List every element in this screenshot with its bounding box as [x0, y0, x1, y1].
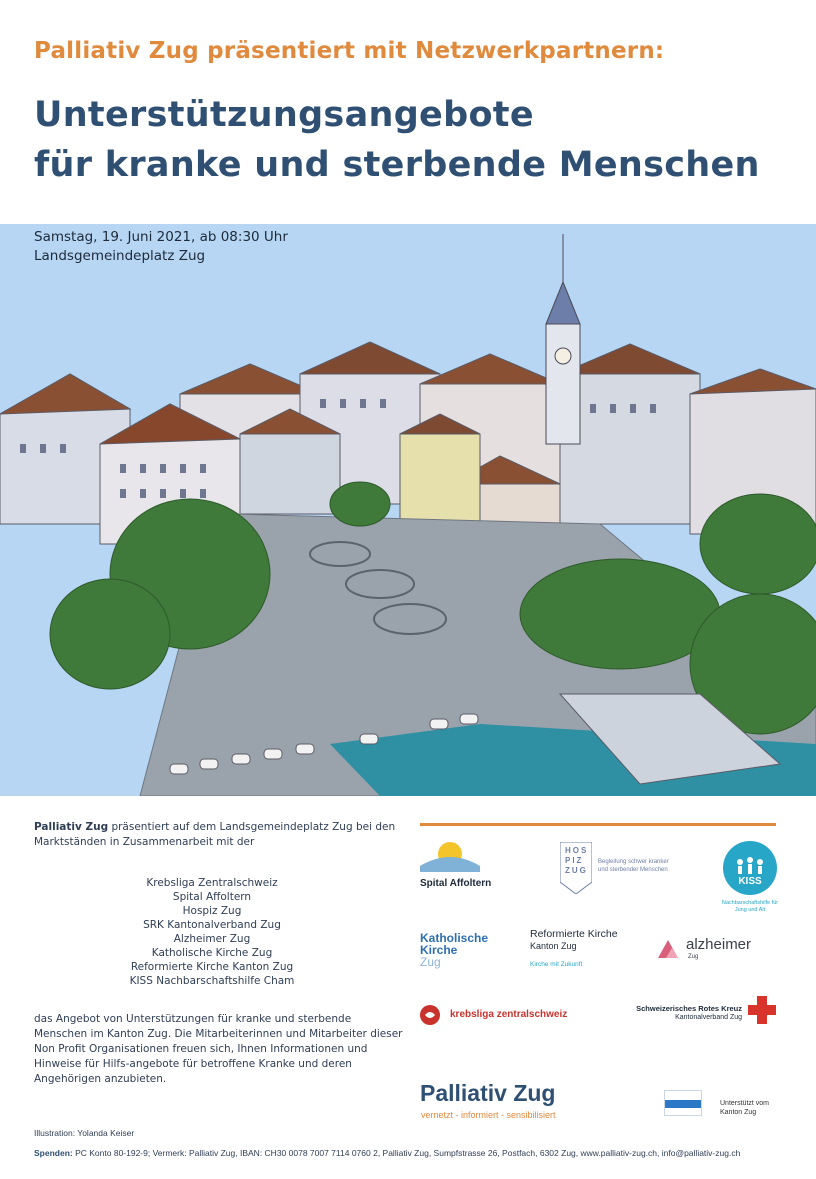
kiss-name: KISS — [738, 876, 762, 887]
hospiz-tagline — [598, 858, 669, 874]
kicker-heading: Palliativ Zug präsentiert mit Netzwerkpartnern: — [34, 38, 665, 64]
hospiz-letters — [565, 846, 588, 876]
support-line-1: Unterstützt vom — [720, 1100, 770, 1107]
red-cross-icon — [748, 996, 776, 1024]
kiss-tagline — [718, 900, 782, 914]
event-date: Samstag, 19. Juni 2021, ab 08:30 Uhr — [34, 229, 288, 245]
alzheimer-logo — [658, 936, 780, 966]
list-item: Spital Affoltern — [172, 891, 252, 903]
spital-affoltern-logo — [420, 840, 510, 890]
krebsliga-logo — [420, 1005, 620, 1027]
town-square-illustration — [0, 224, 816, 796]
donation-info — [34, 1148, 740, 1158]
kiss-tagline-1: Nachbarschaftshilfe für — [721, 900, 779, 906]
hospiz-letter-row: PIZ — [565, 856, 584, 865]
kanton-zug-flag-icon — [664, 1090, 702, 1116]
intro-org: Palliativ Zug — [34, 821, 109, 833]
hospiz-letter-row: HOS — [565, 846, 589, 855]
alzheimer-sub: Zug — [688, 954, 699, 960]
page-title — [34, 90, 760, 190]
list-item: KISS Nachbarschaftshilfe Cham — [129, 975, 295, 987]
intro-body: präsentiert auf dem Landsgemeindeplatz Zug bei den Marktständen in Zusammenarbeit mit der — [34, 821, 396, 848]
spital-affoltern-label: Spital Affoltern — [420, 878, 492, 889]
intro-text — [34, 820, 404, 850]
srk-line-2: Kantonalverband Zug — [675, 1014, 742, 1021]
palliativ-zug-logo: Palliativ Zug — [420, 1080, 556, 1106]
donation-details: PC Konto 80-192-9; Vermerk: Palliativ Zug, IBAN: CH30 0078 7007 7114 0760 2, Palliativ Zug, Sumpfstrasse 26, Postfach, 6302 Zug, www.palliativ-zug.ch, info@palliativ-zug.ch — [72, 1148, 741, 1158]
list-item: Alzheimer Zug — [173, 933, 251, 945]
palliativ-zug-tagline: vernetzt - informiert - sensibilisiert — [421, 1110, 556, 1120]
hospiz-zug-logo — [560, 842, 680, 896]
title-line-1: Unterstützungsangebote — [34, 95, 534, 135]
list-item: Krebsliga Zentralschweiz — [146, 877, 278, 889]
katholisch-line-1: Katholische — [420, 931, 489, 945]
support-line-2: Kanton Zug — [720, 1108, 757, 1116]
divider — [420, 823, 776, 826]
partner-list — [100, 876, 324, 988]
list-item: Katholische Kirche Zug — [151, 947, 273, 959]
event-info — [34, 228, 288, 266]
donation-label: Spenden: — [34, 1148, 73, 1158]
reformiert-tagline: Kirche mit Zukunft — [530, 961, 583, 968]
illustration-credit: Illustration: Yolanda Keiser — [34, 1128, 135, 1138]
katholische-kirche-logo — [420, 932, 488, 968]
kiss-tagline-2: Jung und Alt — [734, 907, 766, 913]
srk-logo — [636, 996, 780, 1026]
list-item: Reformierte Kirche Kanton Zug — [130, 961, 294, 973]
support-note — [720, 1100, 769, 1117]
alzheimer-name: alzheimer — [686, 936, 752, 953]
reformierte-kirche-logo — [530, 928, 618, 968]
list-item: Hospiz Zug — [182, 905, 242, 917]
hospiz-letter-row: ZUG — [565, 866, 588, 875]
list-item: SRK Kantonalverband Zug — [143, 919, 281, 931]
srk-line-1: Schweizerisches Rotes Kreuz — [636, 1004, 742, 1013]
krebsliga-name: krebsliga zentralschweiz — [450, 1009, 568, 1020]
katholisch-line-3: Zug — [420, 955, 441, 969]
reformiert-title: Reformierte Kirche — [530, 928, 618, 940]
event-place: Landsgemeindeplatz Zug — [34, 248, 206, 264]
hospiz-tagline-1: Begleitung schwer kranker — [598, 859, 669, 865]
katholisch-line-2: Kirche — [420, 943, 458, 957]
kiss-logo — [718, 840, 782, 920]
hospiz-tagline-2: und sterbender Menschen — [598, 867, 668, 873]
body-paragraph: das Angebot von Unterstützungen für kranke und sterbende Menschen im Kanton Zug. Die Mitarbeiterinnen und Mitarbeiter dieser Non Profit Organisationen freuen sich, Ihnen Informationen und Hinweise für Hilfs-angebote für betroffene Kranke und deren Angehörigen anzubieten. — [34, 1013, 403, 1085]
reformiert-sub: Kanton Zug — [530, 941, 577, 951]
church-tower — [546, 234, 580, 444]
title-line-2: für kranke und sterbende Menschen — [34, 145, 760, 185]
